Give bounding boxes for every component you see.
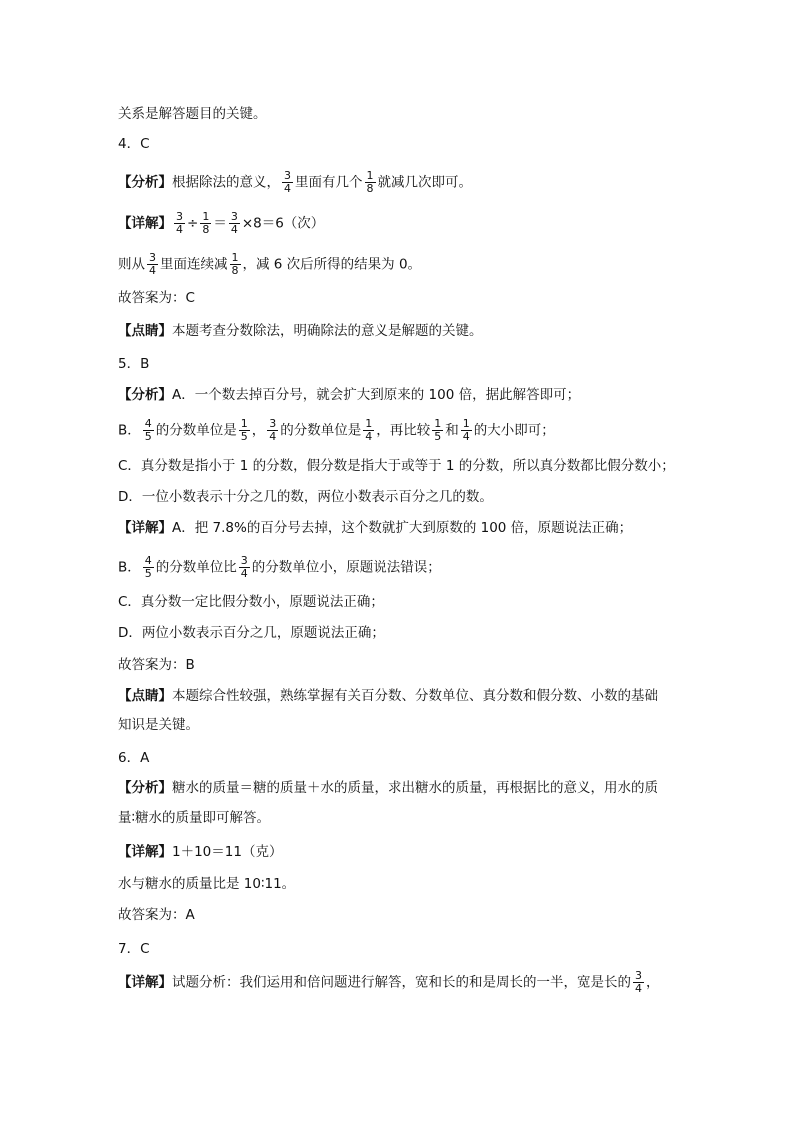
text-segment: 的分数单位是 bbox=[280, 422, 362, 439]
text-segment: 的分数单位是 bbox=[155, 422, 237, 439]
section-tag-label: 分析 bbox=[131, 174, 159, 191]
fraction-numerator: 1 bbox=[240, 417, 248, 430]
fraction-denominator: 4 bbox=[635, 982, 642, 995]
fraction-denominator: 4 bbox=[149, 264, 156, 277]
text-segment: 里面有几个 bbox=[295, 174, 363, 191]
line-text: 4．C bbox=[118, 136, 150, 152]
section-tag-label: 详解 bbox=[131, 974, 159, 991]
section-tag-label: 点睛 bbox=[131, 688, 159, 704]
text-line bbox=[118, 211, 324, 236]
fraction bbox=[143, 555, 154, 580]
text-segment: 根据除法的意义， bbox=[172, 174, 280, 191]
line-text: 6．A bbox=[118, 750, 150, 766]
text-line bbox=[118, 874, 295, 894]
text-segment: ×8＝6（次） bbox=[241, 215, 325, 232]
line-text: 知识是关键。 bbox=[118, 717, 199, 733]
text-line bbox=[118, 104, 267, 124]
fraction bbox=[239, 418, 250, 443]
text-line bbox=[118, 715, 199, 735]
text-segment: 的大小即可； bbox=[473, 422, 555, 439]
text-segment: 就减几次即可。 bbox=[377, 174, 472, 191]
fraction-numerator: 1 bbox=[366, 169, 374, 182]
line-text: 1＋10＝11（克） bbox=[172, 844, 283, 860]
fraction bbox=[267, 418, 278, 443]
fraction bbox=[365, 170, 376, 195]
fraction-numerator: 3 bbox=[230, 210, 238, 223]
text-line bbox=[118, 808, 270, 828]
fraction-denominator: 5 bbox=[144, 430, 152, 443]
line-text: 故答案为：C bbox=[118, 290, 195, 306]
fraction-denominator: 4 bbox=[462, 430, 470, 443]
text-segment: ＝ bbox=[213, 215, 227, 232]
fraction-denominator: 8 bbox=[231, 264, 239, 277]
section-tag: 【分析】 bbox=[118, 780, 172, 796]
text-segment: B． bbox=[118, 422, 141, 439]
text-segment: 则从 bbox=[118, 256, 145, 273]
text-line bbox=[118, 778, 658, 798]
line-text: A．把 7.8%的百分号去掉，这个数就扩大到原数的 100 倍，原题说法正确； bbox=[172, 520, 633, 536]
text-line bbox=[118, 555, 441, 580]
section-tag-label: 详解 bbox=[131, 520, 159, 536]
fraction-denominator: 4 bbox=[284, 182, 291, 195]
section-tag-label: 详解 bbox=[131, 844, 159, 860]
fraction-numerator: 3 bbox=[269, 417, 277, 430]
line-text: D．两位小数表示百分之几，原题说法正确； bbox=[118, 625, 385, 641]
fraction-denominator: 4 bbox=[176, 223, 183, 236]
section-tag-label: 分析 bbox=[131, 387, 159, 403]
fraction-numerator: 1 bbox=[434, 417, 442, 430]
fraction-denominator: 4 bbox=[230, 223, 238, 236]
text-line bbox=[118, 456, 675, 476]
section-tag-label: 点睛 bbox=[131, 323, 159, 339]
text-segment: 和 bbox=[445, 422, 459, 439]
fraction bbox=[147, 252, 158, 277]
fraction-numerator: 1 bbox=[231, 251, 239, 264]
text-line bbox=[118, 905, 195, 925]
text-segment: 的分数单位比 bbox=[155, 559, 237, 576]
line-text: 5．B bbox=[118, 356, 150, 372]
text-line bbox=[118, 623, 385, 643]
line-text: C．真分数一定比假分数小，原题说法正确； bbox=[118, 594, 384, 610]
line-text: 水与糖水的质量比是 10∶11。 bbox=[118, 876, 296, 892]
text-line bbox=[118, 842, 282, 862]
section-tag: 【详解】 bbox=[118, 520, 172, 536]
line-text: C．真分数是指小于 1 的分数，假分数是指大于或等于 1 的分数，所以真分数都比假分数小； bbox=[118, 458, 675, 474]
fraction-numerator: 3 bbox=[284, 169, 291, 182]
text-line bbox=[118, 518, 632, 538]
fraction bbox=[282, 170, 293, 195]
fraction bbox=[200, 211, 211, 236]
text-segment: 试题分析：我们运用和倍问题进行解答，宽和长的和是周长的一半，宽是长的 bbox=[172, 974, 631, 991]
fraction bbox=[633, 970, 644, 995]
line-text: D．一位小数表示十分之几的数，两位小数表示百分之几的数。 bbox=[118, 489, 493, 505]
line-text: 糖水的质量＝糖的质量＋水的质量，求出糖水的质量，再根据比的意义，用水的质 bbox=[172, 780, 658, 796]
fraction bbox=[239, 555, 250, 580]
fraction bbox=[174, 211, 185, 236]
fraction-denominator: 4 bbox=[240, 567, 248, 580]
text-segment: ，减 6 次后所得的结果为 0。 bbox=[242, 256, 422, 273]
fraction bbox=[432, 418, 443, 443]
text-segment: 里面连续减 bbox=[160, 256, 228, 273]
fraction-denominator: 5 bbox=[240, 430, 248, 443]
fraction bbox=[229, 211, 240, 236]
text-line bbox=[118, 418, 555, 443]
fraction-numerator: 3 bbox=[149, 251, 156, 264]
text-line bbox=[118, 487, 493, 507]
fraction bbox=[230, 252, 241, 277]
fraction-denominator: 8 bbox=[366, 182, 374, 195]
line-text: 本题考查分数除法，明确除法的意义是解题的关键。 bbox=[172, 323, 483, 339]
section-tag: 【详解】 bbox=[118, 974, 172, 991]
line-text: 故答案为：B bbox=[118, 657, 195, 673]
text-line bbox=[118, 970, 660, 995]
text-segment: 的分数单位小，原题说法错误； bbox=[251, 559, 441, 576]
fraction-numerator: 1 bbox=[365, 417, 373, 430]
text-line bbox=[118, 686, 658, 706]
text-segment: ÷ bbox=[187, 215, 199, 232]
section-tag: 【分析】 bbox=[118, 387, 172, 403]
fraction-numerator: 3 bbox=[635, 969, 642, 982]
section-tag: 【点睛】 bbox=[118, 688, 172, 704]
text-segment: ，再比较 bbox=[376, 422, 431, 439]
fraction bbox=[461, 418, 472, 443]
fraction-denominator: 5 bbox=[434, 430, 442, 443]
line-text: 量∶糖水的质量即可解答。 bbox=[118, 810, 271, 826]
fraction-numerator: 3 bbox=[240, 554, 248, 567]
line-text: 关系是解答题目的关键。 bbox=[118, 106, 267, 122]
fraction-denominator: 4 bbox=[269, 430, 277, 443]
section-tag-label: 详解 bbox=[131, 215, 159, 232]
text-line bbox=[118, 748, 149, 768]
text-line bbox=[118, 321, 483, 341]
text-segment: ， bbox=[646, 974, 660, 991]
text-line bbox=[118, 354, 149, 374]
text-line bbox=[118, 252, 421, 277]
section-tag: 【分析】 bbox=[118, 174, 172, 191]
fraction-numerator: 4 bbox=[144, 554, 152, 567]
text-segment: B． bbox=[118, 559, 141, 576]
text-line bbox=[118, 939, 150, 959]
section-tag: 【点睛】 bbox=[118, 323, 172, 339]
line-text: 本题综合性较强，熟练掌握有关百分数、分数单位、真分数和假分数、小数的基础 bbox=[172, 688, 658, 704]
fraction bbox=[143, 418, 154, 443]
text-line bbox=[118, 288, 195, 308]
fraction-denominator: 5 bbox=[144, 567, 152, 580]
fraction-numerator: 4 bbox=[144, 417, 152, 430]
section-tag: 【详解】 bbox=[118, 215, 172, 232]
section-tag: 【详解】 bbox=[118, 844, 172, 860]
line-text: 7．C bbox=[118, 941, 150, 957]
text-segment: ， bbox=[251, 422, 266, 439]
line-text: A．一个数去掉百分号，就会扩大到原来的 100 倍，据此解答即可； bbox=[172, 387, 581, 403]
fraction-numerator: 3 bbox=[176, 210, 183, 223]
text-line bbox=[118, 170, 472, 195]
fraction bbox=[363, 418, 374, 443]
text-line bbox=[118, 592, 384, 612]
fraction-denominator: 4 bbox=[365, 430, 373, 443]
section-tag-label: 分析 bbox=[131, 780, 159, 796]
fraction-denominator: 8 bbox=[202, 223, 210, 236]
fraction-numerator: 1 bbox=[202, 210, 210, 223]
fraction-numerator: 1 bbox=[462, 417, 470, 430]
text-line bbox=[118, 655, 195, 675]
text-line bbox=[118, 385, 580, 405]
line-text: 故答案为：A bbox=[118, 907, 195, 923]
text-line bbox=[118, 134, 150, 154]
